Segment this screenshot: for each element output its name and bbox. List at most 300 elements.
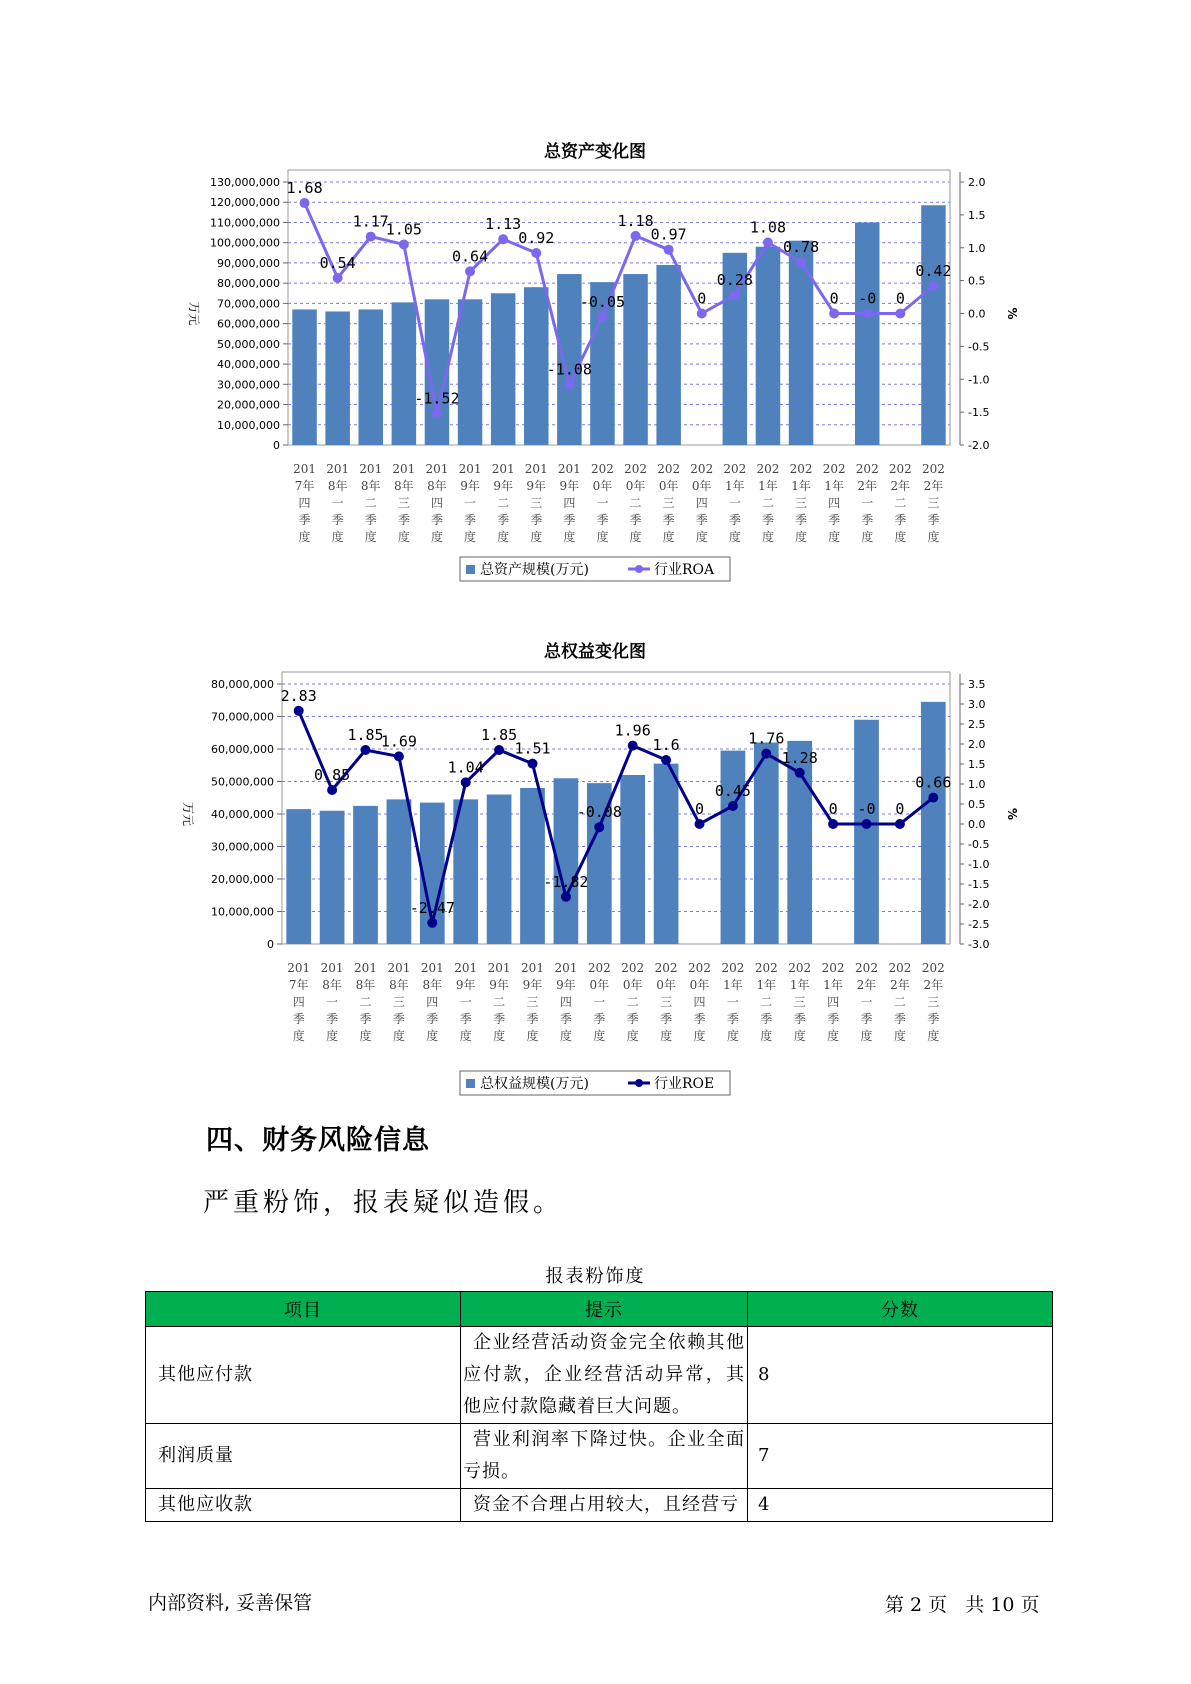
category-label-part: 1年	[789, 978, 810, 992]
series-point	[730, 290, 740, 300]
category-label	[454, 961, 477, 1043]
bar	[754, 743, 779, 945]
series-point	[796, 257, 806, 267]
category-label-part: 四	[563, 496, 576, 510]
category-label-part: 一	[593, 995, 606, 1009]
category-label-part: 四	[430, 496, 443, 510]
row-item: 其他应付款	[146, 1327, 461, 1424]
series-point	[695, 819, 705, 829]
series-point	[432, 408, 442, 418]
category-label-part: 202	[888, 961, 912, 975]
category-label-part: 度	[464, 530, 477, 544]
table-row	[146, 1327, 1053, 1424]
row-hint: 营业利润率下降过快。企业全面亏损。	[461, 1424, 748, 1489]
category-label-part: 季	[860, 1012, 873, 1026]
category-label-part: 202	[621, 961, 645, 975]
category-label-part: 9年	[455, 978, 476, 992]
data-label: 0	[895, 289, 905, 308]
category-label-part: 9年	[559, 479, 580, 493]
category-label-part: 度	[331, 530, 344, 544]
data-label: 0.42	[915, 261, 952, 280]
legend-label-bar: 总权益规模(万元)	[480, 1076, 589, 1092]
category-label-part: 202	[587, 961, 611, 975]
data-label: 0	[694, 800, 705, 818]
category-label-part: 度	[430, 530, 443, 544]
data-label: 1.96	[614, 721, 651, 740]
category-label-part: 二	[893, 995, 906, 1009]
data-label: 0	[828, 800, 838, 818]
right-axis-title: %	[1005, 307, 1019, 320]
left-axis-tick-label: 70,000,000	[211, 710, 274, 724]
row-score: 7	[748, 1424, 1053, 1489]
category-label-part: 202	[754, 961, 778, 975]
right-axis-tick-label: -1.5	[968, 406, 990, 420]
category-label-part: 201	[557, 462, 581, 476]
category-label	[755, 961, 778, 1043]
category-label-part: 季	[629, 513, 642, 527]
header-score: 分数	[748, 1292, 1053, 1327]
category-label-part: 8年	[427, 479, 447, 493]
category-label-part: 一	[331, 496, 344, 510]
right-axis-tick-label: -3.0	[968, 938, 990, 951]
data-label: -0.05	[579, 292, 626, 311]
table-row	[146, 1424, 1053, 1489]
category-label-part: 四	[298, 496, 311, 510]
category-label	[459, 462, 482, 544]
category-label-part: 202	[821, 961, 845, 975]
category-label-part: 季	[430, 513, 443, 527]
category-label-part: 度	[392, 1029, 405, 1043]
left-axis-tick-label: 80,000,000	[217, 277, 280, 291]
category-label-part: 9年	[489, 978, 509, 992]
total-assets-chart	[0, 130, 1191, 600]
left-axis-tick-label: 70,000,000	[217, 297, 280, 311]
series-point	[494, 745, 504, 755]
right-axis-tick-label: 2.0	[968, 738, 986, 751]
category-label-part: 8年	[394, 479, 414, 493]
right-axis-tick-label: 0.0	[968, 307, 986, 321]
category-label-part: 季	[292, 1012, 305, 1026]
section-title: 四、财务风险信息	[206, 1125, 430, 1156]
category-label-part: 0年	[625, 479, 646, 493]
category-label-part: 度	[530, 530, 543, 544]
category-label-part: 度	[660, 1029, 673, 1043]
category-label-part: 度	[693, 1029, 706, 1043]
left-axis-title: 万元	[181, 801, 195, 827]
series-point	[763, 237, 773, 247]
category-label	[558, 462, 581, 544]
bar	[855, 222, 879, 445]
right-axis-tick-label: -2.5	[968, 918, 990, 931]
category-label	[856, 462, 879, 544]
category-label	[855, 961, 878, 1043]
category-label	[922, 961, 945, 1043]
category-label-part: 季	[563, 513, 576, 527]
category-label-part: 度	[493, 1029, 506, 1043]
category-label-part: 2年	[923, 978, 944, 992]
category-label-part: 季	[760, 1012, 773, 1026]
legend-label-line: 行业ROA	[654, 562, 715, 578]
category-label-part: 一	[326, 995, 339, 1009]
category-label-part: 201	[491, 462, 515, 476]
category-label-part: 0年	[592, 479, 613, 493]
series-point	[561, 892, 571, 902]
left-axis-tick-label: 0	[267, 938, 274, 951]
category-label-part: 201	[326, 462, 350, 476]
category-label-part: 二	[629, 496, 642, 510]
category-label-part: 0年	[658, 479, 679, 493]
bar	[458, 299, 482, 445]
category-label-part: 度	[728, 530, 741, 544]
category-label-part: 度	[795, 530, 808, 544]
category-label-part: 度	[593, 1029, 606, 1043]
category-label-part: 季	[298, 513, 311, 527]
left-axis-tick-label: 50,000,000	[211, 775, 274, 789]
bar	[620, 775, 645, 944]
category-label	[588, 961, 611, 1043]
legend-swatch-point	[635, 1079, 643, 1087]
bar	[520, 788, 545, 944]
series-point	[461, 777, 471, 787]
category-label-part: 0年	[622, 978, 643, 992]
data-label: 1.51	[514, 739, 551, 758]
table-caption: 报表粉饰度	[545, 1266, 646, 1287]
category-label	[492, 462, 515, 544]
category-label-part: 202	[855, 961, 878, 975]
category-label	[756, 462, 779, 544]
series-point	[594, 822, 604, 832]
category-label-part: 7年	[294, 479, 315, 493]
data-label: 0.78	[782, 238, 820, 257]
category-label-part: 季	[392, 1012, 405, 1026]
category-label-part: 1年	[758, 479, 778, 493]
category-label-part: 季	[927, 513, 940, 527]
category-label-part: 度	[459, 1029, 472, 1043]
category-label-part: 季	[793, 1012, 806, 1026]
bar	[756, 247, 780, 445]
category-label-part: 二	[364, 496, 377, 510]
category-label-part: 度	[927, 530, 940, 544]
category-label-part: 度	[761, 530, 774, 544]
category-label-part: 三	[793, 995, 806, 1009]
category-label-part: 201	[293, 462, 317, 476]
category-label-part: 202	[788, 961, 812, 975]
right-axis-tick-label: -2.0	[968, 898, 990, 911]
table-row	[146, 1489, 1053, 1522]
category-label-part: 季	[493, 1012, 506, 1026]
data-label: -2.47	[409, 898, 455, 917]
right-axis-tick-label: 1.0	[968, 778, 986, 791]
series-point	[862, 309, 872, 319]
series-point	[697, 309, 707, 319]
data-label: 1.05	[385, 220, 422, 239]
category-label-part: 一	[728, 496, 741, 510]
total-assets-chart-svg	[0, 130, 1191, 600]
category-label-part: 9年	[526, 479, 547, 493]
category-label-part: 1年	[723, 978, 743, 992]
category-label-part: 季	[893, 1012, 906, 1026]
left-axis-tick-label: 10,000,000	[211, 905, 274, 919]
series-point	[333, 273, 343, 283]
category-label-part: 1年	[756, 978, 777, 992]
category-label-part: 季	[761, 513, 774, 527]
category-label-part: 2年	[890, 479, 911, 493]
data-label: 0.66	[915, 773, 952, 792]
category-label-part: 季	[726, 1012, 739, 1026]
category-label-part: 四	[828, 496, 841, 510]
category-label-part: 0年	[589, 978, 610, 992]
category-label-part: 二	[760, 995, 773, 1009]
data-label: -0.08	[576, 803, 622, 822]
data-label: -0	[858, 289, 877, 308]
category-label-part: 1年	[824, 479, 844, 493]
category-label	[425, 462, 448, 544]
category-label-part: 度	[397, 530, 410, 544]
category-label-part: 季	[728, 513, 741, 527]
row-item: 其他应收款	[146, 1489, 461, 1522]
right-axis-tick-label: 1.5	[968, 208, 986, 222]
category-label-part: 二	[493, 995, 506, 1009]
category-label-part: 202	[756, 462, 780, 476]
category-label	[354, 961, 377, 1043]
category-label-part: 度	[559, 1029, 572, 1043]
data-label: 1.17	[352, 212, 389, 231]
series-point	[895, 819, 905, 829]
category-label-part: 二	[497, 496, 510, 510]
category-label-part: 8年	[360, 479, 381, 493]
data-label: 0.97	[650, 225, 687, 244]
category-label-part: 季	[326, 1012, 339, 1026]
data-label: 0.45	[714, 782, 751, 800]
category-label-part: 202	[921, 961, 945, 975]
category-label-part: 季	[927, 1012, 940, 1026]
chart-title: 总资产变化图	[544, 142, 646, 162]
category-label-part: 度	[893, 1029, 906, 1043]
series-point	[528, 759, 538, 769]
category-label-part: 202	[654, 961, 678, 975]
category-label	[621, 961, 644, 1043]
bar	[654, 764, 679, 944]
category-label	[889, 462, 912, 544]
data-label: 0.54	[319, 253, 356, 272]
table-header-row	[146, 1292, 1053, 1327]
category-label-part: 二	[894, 496, 907, 510]
category-label-part: 四	[693, 995, 706, 1009]
category-label-part: 度	[596, 530, 609, 544]
bar	[921, 702, 946, 944]
data-label: 1.28	[781, 748, 818, 767]
category-label	[655, 961, 678, 1043]
series-point	[531, 248, 541, 258]
category-label-part: 201	[359, 462, 383, 476]
legend-label-bar: 总资产规模(万元)	[480, 562, 589, 578]
series-point	[300, 198, 310, 208]
left-axis-tick-label: 110,000,000	[210, 216, 280, 230]
series-point	[327, 785, 337, 795]
series-point	[661, 755, 671, 765]
series-point	[394, 751, 404, 761]
category-label-part: 201	[458, 462, 482, 476]
category-label-part: 202	[723, 462, 747, 476]
category-label-part: 一	[860, 995, 873, 1009]
category-label-part: 度	[526, 1029, 539, 1043]
category-label	[293, 462, 316, 544]
category-label-part: 度	[292, 1029, 305, 1043]
left-axis-tick-label: 120,000,000	[210, 196, 280, 210]
category-label-part: 二	[626, 995, 639, 1009]
category-label	[392, 462, 415, 544]
category-label	[591, 462, 614, 544]
category-label	[721, 961, 744, 1043]
bar	[656, 265, 680, 445]
bar	[789, 241, 813, 445]
category-label-part: 度	[861, 530, 874, 544]
data-label: -1.52	[414, 389, 460, 408]
category-label-part: 三	[927, 496, 940, 510]
category-label	[521, 961, 544, 1043]
bar	[325, 311, 349, 445]
category-label-part: 四	[292, 995, 305, 1009]
data-label: 0.92	[518, 229, 555, 248]
category-label-part: 季	[526, 1012, 539, 1026]
data-label: 0	[895, 800, 905, 818]
bar	[387, 799, 412, 944]
bar	[320, 811, 345, 944]
category-label-part: 三	[530, 496, 543, 510]
category-label	[888, 961, 911, 1043]
category-label-part: 202	[855, 462, 879, 476]
category-label	[525, 462, 548, 544]
category-label-part: 季	[331, 513, 344, 527]
legend-swatch-point	[635, 565, 643, 573]
category-label-part: 季	[662, 513, 675, 527]
right-axis-tick-label: -1.5	[968, 878, 990, 891]
data-label: 1.76	[748, 729, 785, 748]
data-label: -0	[857, 800, 876, 818]
series-point	[294, 706, 304, 716]
left-axis-tick-label: 50,000,000	[217, 337, 280, 351]
category-label-part: 四	[559, 995, 572, 1009]
bar	[623, 274, 647, 445]
category-label-part: 9年	[522, 978, 543, 992]
right-axis-tick-label: -0.5	[968, 838, 990, 851]
category-label-part: 季	[795, 513, 808, 527]
bar	[392, 302, 416, 445]
data-label: 1.85	[347, 726, 384, 744]
category-label	[790, 462, 813, 544]
category-label-part: 8年	[389, 978, 409, 992]
series-point	[829, 309, 839, 319]
left-axis-tick-label: 10,000,000	[217, 418, 280, 432]
category-label-part: 0年	[689, 978, 710, 992]
category-label-part: 度	[726, 1029, 739, 1043]
header-item: 项目	[146, 1292, 461, 1327]
category-label-part: 度	[326, 1029, 339, 1043]
left-axis-tick-label: 60,000,000	[211, 743, 274, 756]
category-label-part: 季	[497, 513, 510, 527]
series-point	[664, 245, 674, 255]
left-axis-tick-label: 100,000,000	[210, 236, 280, 250]
category-label-part: 度	[626, 1029, 639, 1043]
left-axis-tick-label: 30,000,000	[217, 378, 280, 392]
category-label-part: 季	[861, 513, 874, 527]
risk-table	[145, 1291, 1053, 1522]
category-label-part: 201	[287, 961, 311, 975]
bar	[353, 806, 378, 944]
series-point	[361, 745, 371, 755]
data-label: 1.68	[286, 179, 323, 198]
category-label-part: 201	[387, 961, 411, 975]
category-label-part: 度	[860, 1029, 873, 1043]
category-label-part: 一	[596, 496, 609, 510]
series-point	[828, 819, 838, 829]
category-label-part: 201	[425, 462, 449, 476]
category-label-part: 2年	[857, 479, 878, 493]
category-label-part: 202	[688, 961, 711, 975]
series-point	[928, 281, 938, 291]
left-axis-tick-label: 60,000,000	[217, 317, 280, 331]
series-point	[399, 239, 409, 249]
category-label-part: 一	[464, 496, 477, 510]
data-label: 1.08	[749, 218, 787, 237]
category-label-part: 202	[590, 462, 614, 476]
bar	[487, 795, 512, 945]
category-label-part: 202	[721, 961, 745, 975]
category-label-part: 度	[563, 530, 576, 544]
total-equity-chart-svg	[0, 630, 1191, 1100]
category-label-part: 度	[793, 1029, 806, 1043]
left-axis-tick-label: 40,000,000	[211, 808, 274, 821]
row-hint: 资金不合理占用较大，且经营亏	[461, 1489, 748, 1522]
right-axis-tick-label: -1.0	[968, 858, 990, 871]
category-label-part: 四	[827, 995, 840, 1009]
bar	[491, 293, 515, 445]
category-label-part: 一	[726, 995, 739, 1009]
category-label	[788, 961, 811, 1043]
data-label: 1.69	[380, 732, 417, 751]
category-label-part: 2年	[890, 978, 910, 992]
category-label-part: 四	[695, 496, 708, 510]
data-label: 1.6	[652, 736, 680, 754]
row-hint: 企业经营活动资金完全依赖其他应付款，企业经营活动异常，其他应付款隐藏着巨大问题。	[461, 1327, 748, 1424]
right-axis-tick-label: 2.0	[968, 176, 986, 189]
category-label-part: 201	[524, 462, 548, 476]
category-label-part: 季	[530, 513, 543, 527]
category-label-part: 7年	[288, 978, 309, 992]
category-label-part: 9年	[493, 479, 513, 493]
legend-label-line: 行业ROE	[654, 1076, 715, 1092]
category-label-part: 202	[822, 462, 846, 476]
right-axis-tick-label: 0.5	[968, 274, 986, 288]
left-axis-tick-label: 0	[273, 439, 280, 452]
series-point	[498, 234, 508, 244]
series-point	[928, 793, 938, 803]
category-label-part: 度	[629, 530, 642, 544]
bar	[359, 309, 383, 445]
category-label-part: 9年	[556, 978, 576, 992]
category-label-part: 季	[693, 1012, 706, 1026]
category-label	[624, 462, 647, 544]
category-label-part: 三	[397, 496, 410, 510]
category-label-part: 三	[392, 995, 405, 1009]
category-label	[359, 462, 382, 544]
category-label	[723, 462, 746, 544]
category-label-part: 201	[521, 961, 544, 975]
left-axis-tick-label: 90,000,000	[217, 256, 280, 270]
series-point	[728, 801, 738, 811]
category-label-part: 度	[927, 1029, 940, 1043]
category-label-part: 度	[298, 530, 311, 544]
